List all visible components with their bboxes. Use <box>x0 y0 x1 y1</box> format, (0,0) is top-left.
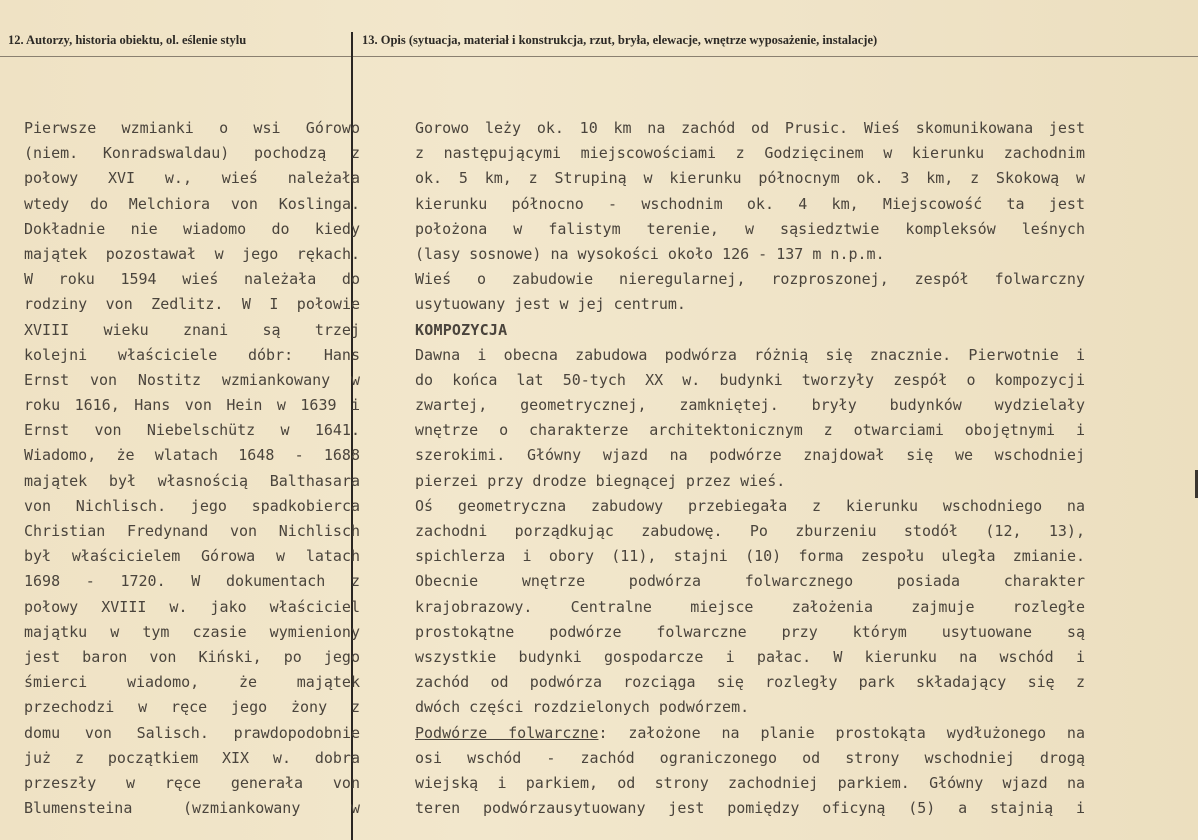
composition-line: pierzei przy drodze biegnącej przez wieś. <box>415 471 786 490</box>
axis-line: krajobrazowy. Centralne miejsce założenia zajmuje rozległe <box>415 597 1085 616</box>
history-line: przechodzi w ręce jego żony z <box>24 698 360 717</box>
history-line: był właścicielem Górowa w latach <box>24 547 360 566</box>
history-line: Ernst von Niebelschütz w 1641. <box>24 421 360 440</box>
history-line: Ernst von Nostitz wzmiankowany w <box>24 370 360 389</box>
history-line: przeszły w ręce generała von <box>24 773 360 792</box>
axis-line: zachodni porządkując zabudowę. Po zburzeniu stodół (12, 13), <box>415 522 1085 540</box>
history-line: już z początkiem XIX w. dobra <box>24 748 360 767</box>
history-line: śmierci wiadomo, że majątek <box>24 673 360 692</box>
history-line: Dokładnie nie wiadomo do kiedy <box>24 219 360 238</box>
axis-line: spichlerza i obory (11), stajni (10) forma zespołu uległa zmianie. <box>415 547 1085 566</box>
axis-line: Obecnie wnętrze podwórza folwarcznego posiada charakter <box>415 572 1085 591</box>
location-line: Gorowo leży ok. 10 km na zachód od Prusic. Wieś skomunikowana jest <box>415 119 1085 137</box>
history-line: roku 1616, Hans von Hein w 1639 i <box>24 396 360 415</box>
location-line: z następującymi miejscowościami z Godzięcinem w kierunku zachodnim <box>415 144 1085 163</box>
axis-line: dwóch części rozdzielonych podwórzem. <box>415 698 750 717</box>
history-line: W roku 1594 wieś należała do <box>24 270 360 289</box>
location-line: (lasy sosnowe) na wysokości około 126 - 137 m n.p.m. <box>415 244 885 263</box>
composition-line: wnętrze o charakterze architektonicznym z otwarciami obojętnymi i <box>415 421 1085 440</box>
location-line: położona w falistym terenie, w sąsiedztwie kompleksów leśnych <box>415 219 1085 238</box>
history-line: Pierwsze wzmianki o wsi Górowo <box>24 119 360 137</box>
village-layout-line: Wieś o zabudowie nieregularnej, rozproszonej, zespół folwarczny <box>415 270 1085 289</box>
history-line: rodziny von Zedlitz. W I połowie <box>24 295 360 314</box>
farmyard-line: wiejską i parkiem, od strony zachodniej parkiem. Główny wjazd na <box>415 773 1085 792</box>
farmyard-line <box>415 721 1085 746</box>
history-line: (niem. Konradswaldau) pochodzą z <box>24 144 360 163</box>
history-line: połowy XVI w., wieś należała <box>24 169 360 188</box>
history-line: Wiadomo, że wlatach 1648 - 1688 <box>24 446 360 465</box>
history-line: jest baron von Kiński, po jego <box>24 647 360 666</box>
history-line: majątek był własnością Balthasara <box>24 471 360 490</box>
composition-line: Dawna i obecna zabudowa podwórza różnią się znacznie. Pierwotnie i <box>415 345 1085 364</box>
farmyard-label: Podwórze folwarczne <box>415 723 599 742</box>
farmyard-line: osi wschód - zachód ograniczonego od strony wschodniej drogą <box>415 748 1085 767</box>
axis-line: wszystkie budynki gospodarcze i pałac. W kierunku na wschód i <box>415 647 1085 666</box>
history-line: majątku w tym czasie wymieniony <box>24 622 360 641</box>
farmyard-text: : założone na planie prostokąta wydłużonego na <box>598 723 1085 742</box>
composition-line: zwartej, geometrycznej, zamkniętej. bryły budynków wydzielały <box>415 396 1085 415</box>
history-line: połowy XVIII w. jako właściciel <box>24 597 360 616</box>
history-line: wtedy do Melchiora von Koslinga. <box>24 194 360 213</box>
history-column <box>24 116 360 821</box>
description-column <box>415 116 1085 821</box>
history-line: von Nichlisch. jego spadkobierca <box>24 496 360 515</box>
village-layout-line: usytuowany jest w jej centrum. <box>415 295 686 314</box>
axis-line: zachód od podwórza rozciąga się rozległy park składający się z <box>415 673 1085 692</box>
axis-line: prostokątne podwórze folwarczne przy którym usytuowane są <box>415 622 1085 641</box>
history-line: domu von Salisch. prawdopodobnie <box>24 723 360 742</box>
header-divider <box>0 56 1198 57</box>
history-line: kolejni właściciele dóbr: Hans <box>24 345 360 364</box>
history-line: XVIII wieku znani są trzej <box>24 320 360 339</box>
history-line: 1698 - 1720. W dokumentach z <box>24 572 360 591</box>
history-line: Christian Fredynand von Nichlisch <box>24 522 360 540</box>
section-header-authors-history: 12. Autorzy, historia obiektu, ol. eślenie stylu <box>8 33 247 47</box>
composition-heading: KOMPOZYCJA <box>415 320 508 339</box>
history-line: Blumensteina (wzmiankowany w <box>24 799 360 818</box>
history-line: majątek pozostawał w jego rękach. <box>24 244 360 263</box>
location-line: ok. 5 km, z Strupiną w kierunku północnym ok. 3 km, z Skokową w <box>415 169 1085 188</box>
axis-line: Oś geometryczna zabudowy przebiegała z kierunku wschodniego na <box>415 496 1085 515</box>
composition-line: do końca lat 50-tych XX w. budynki tworzyły zespół o kompozycji <box>415 370 1085 389</box>
location-line: kierunku północno - wschodnim ok. 4 km, Miejscowość ta jest <box>415 194 1085 213</box>
composition-line: szerokimi. Główny wjazd na podwórze znajdował się we wschodniej <box>415 446 1085 465</box>
farmyard-line: teren podwórzausytuowany jest pomiędzy oficyną (5) a stajnią i <box>415 799 1085 818</box>
section-header-description: 13. Opis (sytuacja, materiał i konstrukcja, rzut, bryła, elewacje, wnętrze wyposażenie, instalacje) <box>362 33 878 47</box>
